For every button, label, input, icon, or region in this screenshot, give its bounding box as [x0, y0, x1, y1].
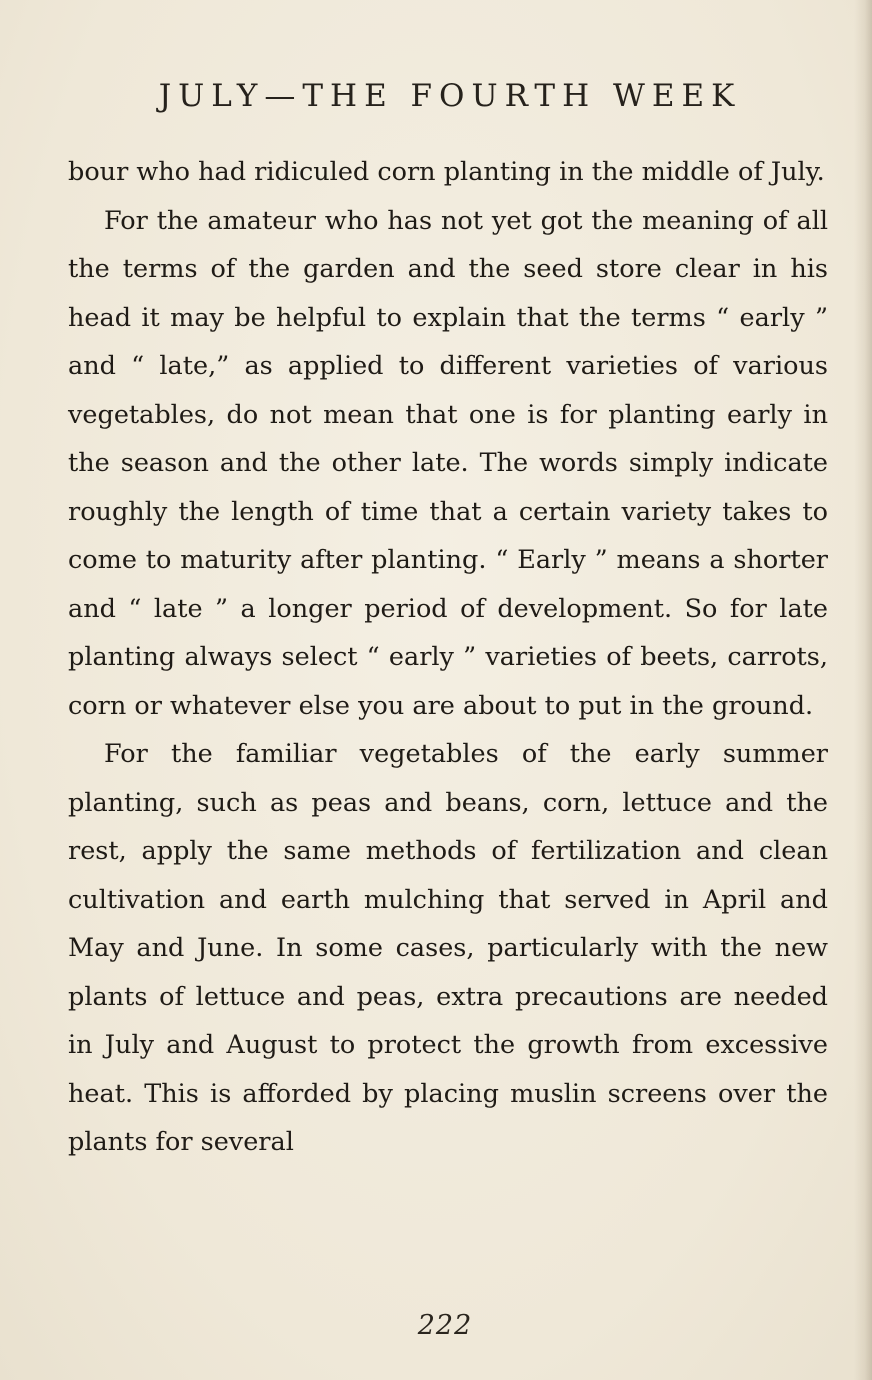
paragraph-continued: bour who had ridiculed corn planting in the middle of July. — [68, 157, 825, 187]
body-text — [68, 148, 828, 1167]
page-edge-shadow — [854, 0, 872, 1380]
paragraph-terms-early-late: For the amateur who has not yet got the meaning of all the terms of the garden and the seed store clear in his head it may be helpful to explain that the terms “ early ” and “ late,” as applied to different varieties of various vegetables, do not mean that one is for planting early in the season and the other late. The words simply indicate roughly the length of time that a certain variety takes to come to maturity after planting. “ Early ” means a shorter and “ late ” a longer period of development. So for late planting always select “ early ” varieties of beets, carrots, corn or whatever else you are about to put in the ground. — [68, 205, 828, 721]
running-head: JULY—THE FOURTH WEEK — [158, 78, 742, 114]
paragraph-summer-vegetables: For the familiar vegetables of the early summer planting, such as peas and beans, corn, lettuce and the rest, apply the same methods of fertilization and clean cultivation and earth mulching that served in April and May and June. In some cases, particularly with the new plants of lettuce and peas, extra precautions are needed in July and August to protect the growth from excessive heat. This is afforded by placing muslin screens over the plants for several — [68, 739, 828, 1157]
page-number: 222 — [417, 1310, 473, 1341]
